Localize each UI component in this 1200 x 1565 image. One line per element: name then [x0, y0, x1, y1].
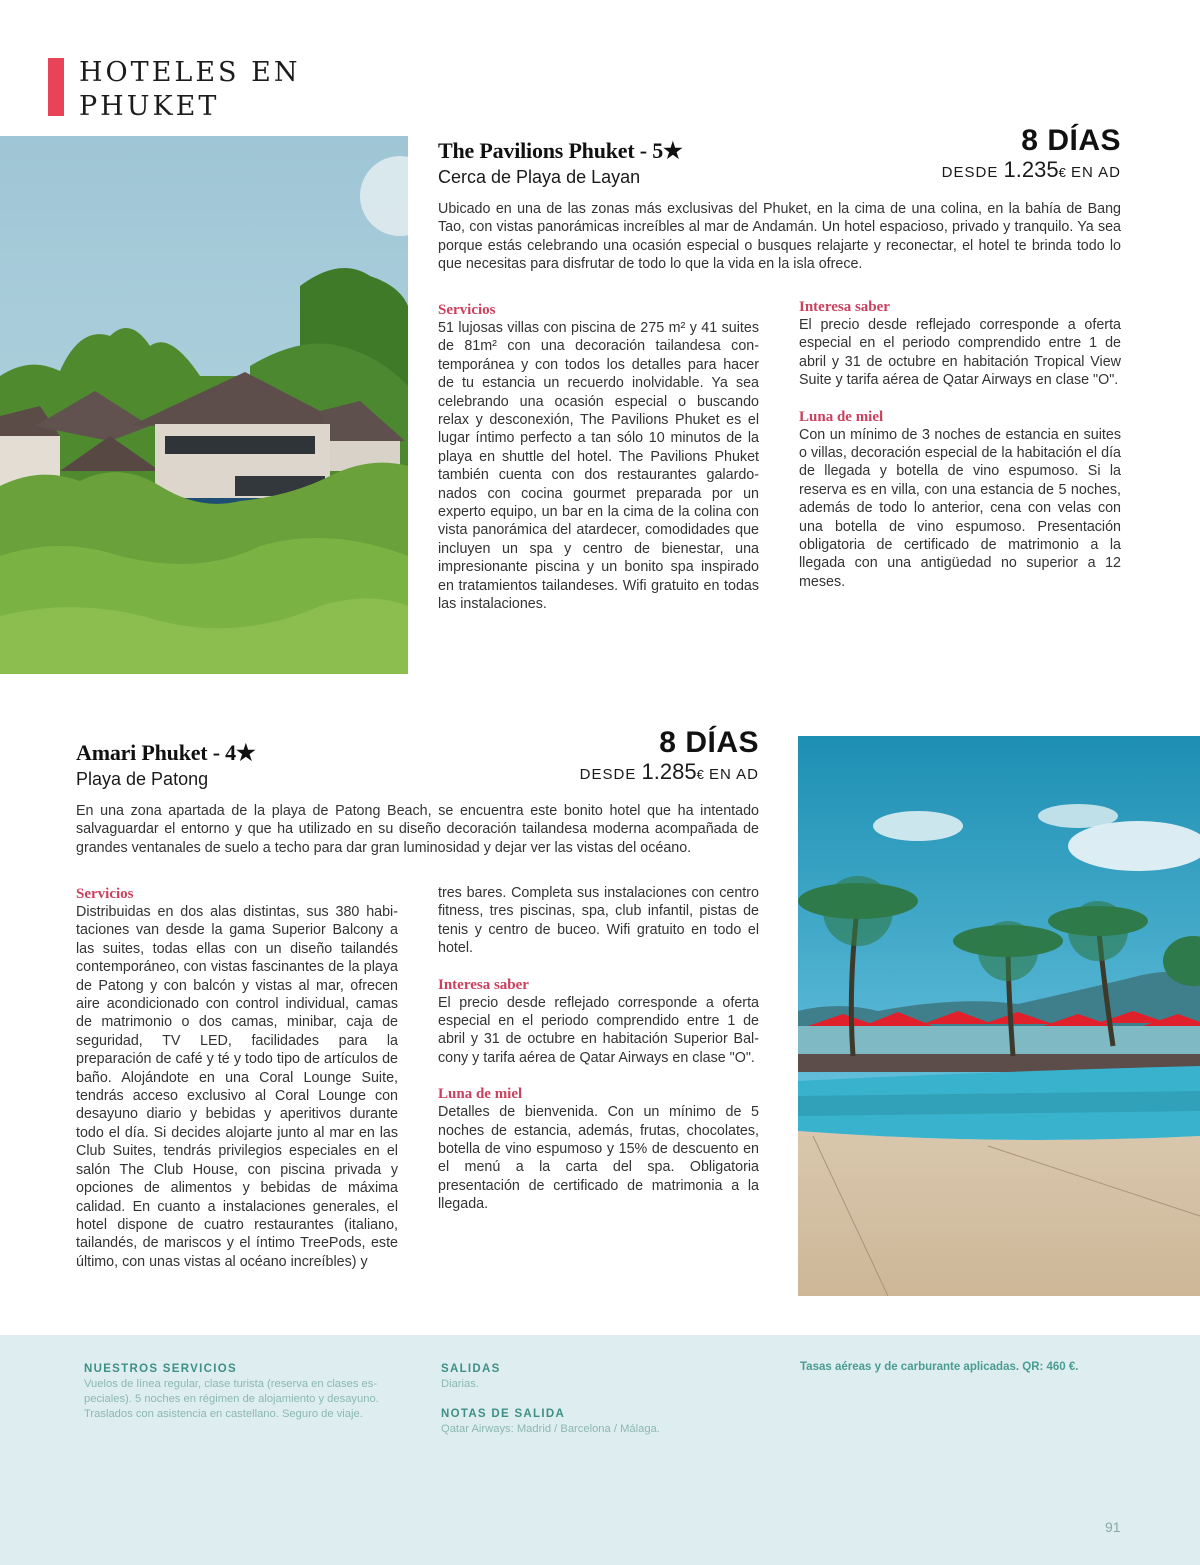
footer-info-band [0, 1335, 1200, 1565]
nuestros-servicios-text: Vuelos de línea regular, clase turista (reserva en clases especiales). 5 noches en régimen de alojamiento y desayuno. Traslados con asistencia en castellano. Seguro de viaje. [84, 1378, 379, 1420]
luna-text: Con un mínimo de 3 noches de estancia en suites o villas, decoración especial de la habitación el día de llegada y botella de vino espumoso. Si la reserva es en villa, con una estancia de 5 noches, además de todo lo anterior, cena con velas con una botella de vino espumoso. Presentación obligatoria de certificado de matrimonio a la llegada con una antigüedad no superior a 12 meses. [799, 426, 1121, 590]
servicios-text-continued: tres bares. Completa sus instalaciones con centro fitness, tres piscinas, spa, club infantil, pistas de tenis y centro de buceo. Wifi gratuito en todo el hotel. [438, 885, 759, 957]
trip-days: 8 DÍAS [1021, 124, 1121, 157]
accent-bar [48, 58, 64, 116]
price-amount: 1.285 [641, 759, 697, 784]
info-column [438, 884, 759, 1214]
servicios-column [438, 301, 759, 614]
title-line-1: HOTELES EN [79, 57, 301, 88]
price-suffix: EN AD [703, 766, 759, 783]
salidas [441, 1361, 741, 1437]
page-title [79, 56, 301, 122]
hotel-intro: Ubicado en una de las zonas más exclusivas del Phuket, en la cima de una colina, en la bahía de Bang Tao, con vistas panorámicas increíbles al mar de Andamán. Un hotel espacioso, privado y tranquilo. Ya sea porque estás celebrando una ocasión especial o busques relajarte y reconectar, el hotel te brinda todo lo que necesitas para disfrutar de todo lo que la vida en la isla ofrece. [438, 201, 1121, 273]
servicios-heading: Servicios [76, 886, 134, 902]
section-title [48, 57, 301, 122]
interesa-text: El precio desde reflejado corresponde a oferta especial en el periodo comprendido entre 1 de abril y 31 de octubre en habitación Superior Balcony y tarifa aérea de Qatar Airways en clase "O". [438, 994, 759, 1066]
servicios-text: 51 lujosas villas con piscina de 275 m² y 41 suites de 81m² con una decoración tailandesa contemporánea y con todos los detalles para hacer de tu estancia un recuerdo inolvidable. Ya sea celebrando una ocasión especial o buscando relax y desconexión, The Pavilions Phuket es el lugar íntimo perfecto a tan sólo 10 minutos de la playa en shuttle del hotel. The Pavilions Phuket también cuenta con dos restaurantes galardonados con cocina gourmet preparada por un experto equipo, un bar en la cima de la colina con vista panorámica del atardecer, comodidades que incluyen un spa y centro de bienestar, una impresionante piscina y un bonito spa inspirado en tratamientos tailandeses. Wifi gratuito en todas las instalaciones. [438, 320, 759, 613]
luna-heading: Luna de miel [799, 408, 884, 425]
price-currency: € [696, 767, 704, 782]
title-line-2: PHUKET [79, 91, 220, 122]
interesa-text: El precio desde reflejado corresponde a oferta especial en el periodo comprendido entre 1 de abril y 31 de octubre en habitación Tropical View Suite y tarifa aérea de Qatar Airways en clase "O". [799, 317, 1121, 389]
page-number: 91 [1105, 1519, 1121, 1535]
pool-palms-image [798, 736, 1200, 1296]
price-amount: 1.235 [1003, 157, 1059, 182]
price-block-pavilions [942, 125, 1121, 186]
luna-text: Detalles de bienvenida. Con un mínimo de 5 noches de estancia, además, frutas, chocolates, botella de vino espumoso y 15% de descuento en el menú a la carta del spa. Obligatoria presentación de certificado de matrimonia a la llegada. [438, 1104, 759, 1213]
luna-heading: Luna de miel [438, 1086, 523, 1103]
salidas-text: Diarias. [441, 1378, 479, 1390]
interesa-heading: Interesa saber [438, 976, 529, 993]
servicios-heading: Servicios [438, 302, 496, 318]
hotel-header-pavilions [438, 138, 683, 188]
hotel-header-amari [76, 740, 255, 790]
notas-text: Qatar Airways: Madrid / Barcelona / Málaga. [441, 1423, 660, 1435]
price-suffix: EN AD [1065, 164, 1121, 181]
price-line [942, 157, 1121, 186]
price-prefix: DESDE [941, 164, 1004, 181]
notas-heading: NOTAS DE SALIDA [441, 1408, 566, 1420]
hotel-location: Playa de Patong [76, 769, 209, 789]
tasas-note: Tasas aéreas y de carburante aplicadas. QR: 460 €. [800, 1361, 1079, 1373]
salidas-heading: SALIDAS [441, 1363, 501, 1375]
price-line [580, 759, 759, 788]
price-prefix: DESDE [579, 766, 642, 783]
hotel-name: The Pavilions Phuket - 5★ [438, 138, 683, 163]
servicios-column [76, 885, 398, 1271]
villa-hill-image [0, 136, 408, 674]
hotel-intro: En una zona apartada de la playa de Patong Beach, se encuentra este bonito hotel que ha intentado salvaguardar el entorno y que ha utilizado en su diseño decoración tailandesa moderna acompañada de grandes ventanales de suelo a techo para dar gran luminosidad y dejar ver las vistas del océano. [76, 803, 759, 856]
info-column [799, 298, 1121, 591]
nuestros-servicios-heading: NUESTROS SERVICIOS [84, 1363, 237, 1375]
price-block-amari [580, 727, 759, 788]
hotel-photo-amari [798, 736, 1200, 1296]
trip-days: 8 DÍAS [659, 726, 759, 759]
nuestros-servicios [84, 1361, 414, 1422]
hotel-location: Cerca de Playa de Layan [438, 167, 641, 187]
servicios-text: Distribuidas en dos alas distintas, sus 380 habitaciones van desde la gama Superior Balcony a las suites, todas ellas con un diseño tailandés contemporáneo, con vistas fascinantes de la playa de Patong y con balcón y vistas al mar, ofrecen aire acondicionado con control individual, camas de matrimonio o dos camas, minibar, caja de seguridad, TV LED, facilidades para la preparación de café y té y todo tipo de artículos de baño. Alojándote en una Coral Lounge Suite, tendrás acceso exclusivo al Coral Lounge con desayuno diario y bebidas y aperitivos durante todo el día. Si decides alojarte junto al mar en las Club Suites, tendrás privilegios especiales en el salón The Club House, con piscina privada y opciones de alimentos y bebidas de máxima calidad. En cuanto a instalaciones generales, el hotel dispone de cuatro restaurantes (italiano, tailandés, de mariscos y el íntimo TreePods, este último, con unas vistas al océano increíbles) y [76, 904, 398, 1270]
price-currency: € [1058, 165, 1066, 180]
hotel-name: Amari Phuket - 4★ [76, 740, 256, 765]
hotel-photo-pavilions [0, 136, 408, 674]
interesa-heading: Interesa saber [799, 299, 890, 315]
